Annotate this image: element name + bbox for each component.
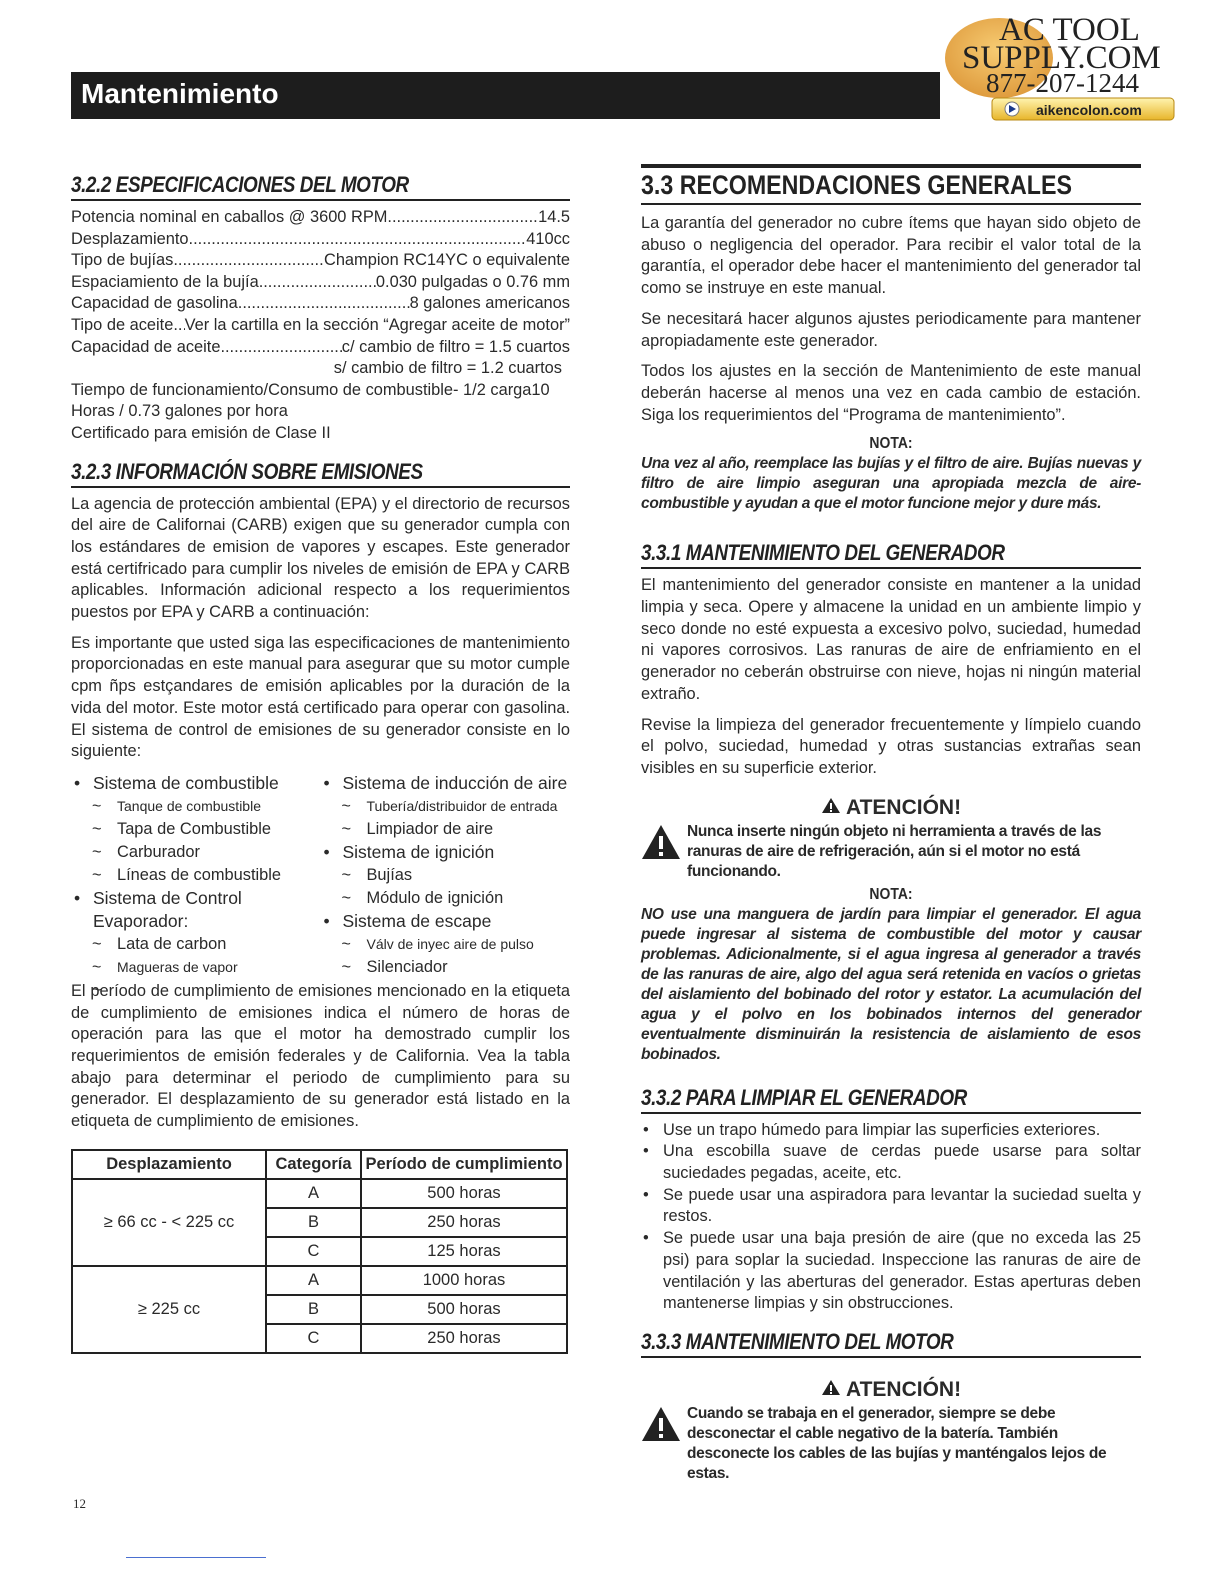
section-header-bar: [71, 72, 940, 119]
attention-text: Nunca inserte ningún objeto ni herramienta a través de las ranuras de aire de refrigeración, aún si el motor no está funcionando.: [687, 822, 1102, 880]
list-item: ~ Válv de inyec aire de pulso: [321, 933, 571, 956]
spec-row: Tipo de aceite ..... Ver la cartilla en la sección “Agregar aceite de motor”: [71, 315, 570, 337]
emissions-paragraph-2: Es importante que usted siga las especificaciones de mantenimiento proporcionadas en este manual para asegurar que su motor cumple cpm ñps estçandares de emisión aplicables por la duración de la vida del motor. Este motor está certificado para operar con gasolina. El sistema de control de emisiones de su generador consiste en lo siguiente:: [71, 633, 570, 761]
list-item: • Use un trapo húmedo para limpiar las superficies exteriores.: [641, 1120, 1141, 1142]
list-item: ~ Carburador: [71, 841, 321, 864]
spec-row: Espaciamiento de la bujía ..... 0.030 pulgadas o 0.76 mm: [71, 272, 570, 294]
heading-3-2-2: 3.2.2 ESPECIFICACIONES DEL MOTOR: [71, 172, 409, 197]
heading-3-3-2: 3.3.2 PARA LIMPIAR EL GENERADOR: [641, 1084, 967, 1110]
runtime-spec: Tiempo de funcionamiento/Consumo de combustible- 1/2 carga10 Horas / 0.73 galones por hora: [71, 380, 550, 421]
list-item: ~ Silenciador: [321, 956, 571, 979]
right-column: [641, 164, 1141, 1484]
list-item: • Una escobilla suave de cerdas puede usarse para soltar suciedades pegadas, aceite, etc.: [641, 1141, 1141, 1184]
generator-maintenance-paragraph-2: Revise la limpieza del generador frecuentemente y límpielo cuando el polvo, suciedad, humedad y otras sustancias extrañas sean visibles en su superficie exterior.: [641, 715, 1141, 777]
warning-icon: [641, 824, 681, 860]
engine-specs-list: [71, 207, 570, 445]
heading-3-2-3: 3.2.3 INFORMACIÓN SOBRE EMISIONES: [71, 458, 423, 484]
emission-systems-list: [71, 772, 570, 979]
logo-line-2: SUPPLY.COM: [962, 40, 1161, 76]
logo-site: aikencolon.com: [1036, 102, 1142, 118]
table-row: C 250 horas: [72, 1324, 567, 1353]
list-item: • Se puede usar una aspiradora para levantar la suciedad suelta y restos.: [641, 1185, 1141, 1228]
heading-3-3-1: 3.3.1 MANTENIMIENTO DEL GENERADOR: [641, 540, 1005, 566]
logo-line-1: AC TOOL: [999, 12, 1140, 48]
emissions-paragraph-3: El período de cumplimiento de emisiones mencionado en la etiqueta de cumplimiento de emisiones indica el número de horas de operación para las que el motor ha demostrado cumplir los requerimientos de emisión federales y de California. Vea la tabla abajo para determinar el periodo de cumplimiento para su generador. El desplazamiento de su generador está listado en la etiqueta de cumplimiento de emisiones.: [71, 981, 570, 1131]
ac-tool-supply-logo[interactable]: [944, 6, 1214, 122]
spec-row: Potencia nominal en caballos @ 3600 RPM ..... 14.5: [71, 207, 570, 229]
list-item: • Se puede usar una baja presión de aire (que no exceda las 25 psi) para soplar la suciedad. Inspeccione las ranuras de aire de ventilación y las aberturas del generador. Estas aperturas deben mantenerse limpias y sin obstrucciones.: [641, 1228, 1141, 1315]
generator-maintenance-paragraph-1: El mantenimiento del generador consiste en mantener a la unidad limpia y seca. Opere y almacene la unidad en un ambiente limpio y seco donde no esté expuesta a excesivo polvo, suciedad, humedad ni vapores corrosivos. Las ranuras de aire de enfriamiento en el generador no ceberán obstruirse con nieve, hojas ni ningún material extraño.: [641, 576, 1141, 703]
list-item: ~ Módulo de ignición: [321, 887, 571, 910]
list-item: • Sistema de Control Evaporador:: [71, 887, 321, 933]
table-row: ≥ 225 cc A 1000 horas: [72, 1266, 567, 1295]
heading-3-3: 3.3 RECOMENDACIONES GENERALES: [641, 170, 1072, 200]
heading-3-3-3: 3.3.3 MANTENIMIENTO DEL MOTOR: [641, 1328, 954, 1354]
warning-icon: [821, 1379, 841, 1396]
warning-icon: [821, 797, 841, 814]
list-item: • Sistema de inducción de aire: [321, 772, 571, 795]
list-item: ~ Magueras de vapor: [71, 956, 321, 979]
note-text: NO use una manguera de jardín para limpiar el generador. El agua puede ingresar al sistema de combustible del motor y causar problemas. Adicionalmente, si el agua ingresa al generador a través de las ranuras de aire, algo del agua será retenida en vacíos o grietas del aislamiento del bobinado del rotor y estator. La acumulación del agua y el polvo en los bobinados internos del generador eventualmente disminuirán la resistencia de aislamiento de esos bobinados.: [641, 905, 1141, 1063]
list-item: ~ Bujías: [321, 864, 571, 887]
general-paragraph-1: La garantía del generador no cubre ítems que hayan sido objeto de abuso o negligencia del operador. Para recibir el valor total de la garantía, el operador debe hacer el mantenimiento del generador tal como se instruye en este manual.: [641, 214, 1141, 298]
note-title: NOTA:: [869, 885, 913, 903]
cleaning-list: [641, 1120, 1141, 1315]
attention-block: [641, 822, 1141, 882]
table-header: Período de cumplimiento: [361, 1150, 567, 1179]
section-title: Mantenimiento: [81, 78, 279, 109]
list-item: • Sistema de ignición: [321, 841, 571, 864]
oil-capacity-no-filter: s/ cambio de filtro = 1.2 cuartos: [333, 359, 562, 378]
left-column: [71, 168, 570, 1354]
attention-title: ATENCIÓN!: [641, 1378, 1141, 1402]
list-item: • Sistema de combustible: [71, 772, 321, 795]
list-item: ~ Limpiador de aire: [321, 818, 571, 841]
spec-row: Tipo de bujías ..... Champion RC14YC o equivalente: [71, 250, 570, 272]
general-paragraph-2: Se necesitará hacer algunos ajustes periodicamente para mantener apropiadamente este generador.: [641, 309, 1141, 350]
list-item: ~ Líneas de combustible: [71, 864, 321, 887]
list-item: ~ Lata de carbon: [71, 933, 321, 956]
note-title: NOTA:: [869, 435, 913, 453]
general-paragraph-3: Todos los ajustes en la sección de Mantenimiento de este manual deberán hacerse al menos una vez en cada cambio de estación. Siga los requerimientos del “Programa de mantenimiento”.: [641, 362, 1141, 424]
divider: [126, 1557, 266, 1558]
page-number: 12: [73, 1496, 86, 1511]
warning-icon: [641, 1406, 681, 1442]
emission-class: Certificado para emisión de Clase II: [71, 423, 331, 442]
spec-row: Capacidad de gasolina ..... 8 galones americanos: [71, 293, 570, 315]
table-row: B 250 horas: [72, 1208, 567, 1237]
table-row: ≥ 66 cc - < 225 cc A 500 horas: [72, 1179, 567, 1208]
table-header: Categoría: [266, 1150, 361, 1179]
spec-row: Capacidad de aceite ..... c/ cambio de filtro = 1.5 cuartos: [71, 337, 570, 359]
list-item: ~ Tanque de combustible: [71, 795, 321, 818]
list-item: • Sistema de escape: [321, 910, 571, 933]
note-text: Una vez al año, reemplace las bujías y el filtro de aire. Bujías nuevas y filtro de aire limpio aseguran una apropiada mezcla de aire-combustible y ayudan a que el motor funcione mejor y dure más.: [641, 455, 1141, 513]
list-item: ~ Tubería/distribuidor de entrada: [321, 795, 571, 818]
table-row: C 125 horas: [72, 1237, 567, 1266]
compliance-period-table: [71, 1149, 568, 1354]
table-header: Desplazamiento: [72, 1150, 266, 1179]
logo-phone: 877-207-1244: [986, 68, 1139, 98]
spec-row: Desplazamiento ..... 410cc: [71, 229, 570, 251]
emissions-paragraph-1: La agencia de protección ambiental (EPA) y el directorio de recursos del aire de Californai (CARB) exigen que su generador cumpla con los estándares de emision de vapores y escapes. Este generador está certifricado para cumplir los niveles de emisión de EPA y CARB aplicables. Información adicional respecto a los requerimientos puestos por EPA y CARB a continuación:: [71, 494, 570, 622]
attention-title: ATENCIÓN!: [641, 796, 1141, 820]
attention-block: [641, 1404, 1141, 1484]
attention-text: Cuando se trabaja en el generador, siempre se debe desconectar el cable negativo de la batería. También desconecte los cables de las bujías y manténgalos lejos de estas.: [687, 1404, 1107, 1482]
list-item: ~ Tapa de Combustible: [71, 818, 321, 841]
table-row: B 500 horas: [72, 1295, 567, 1324]
